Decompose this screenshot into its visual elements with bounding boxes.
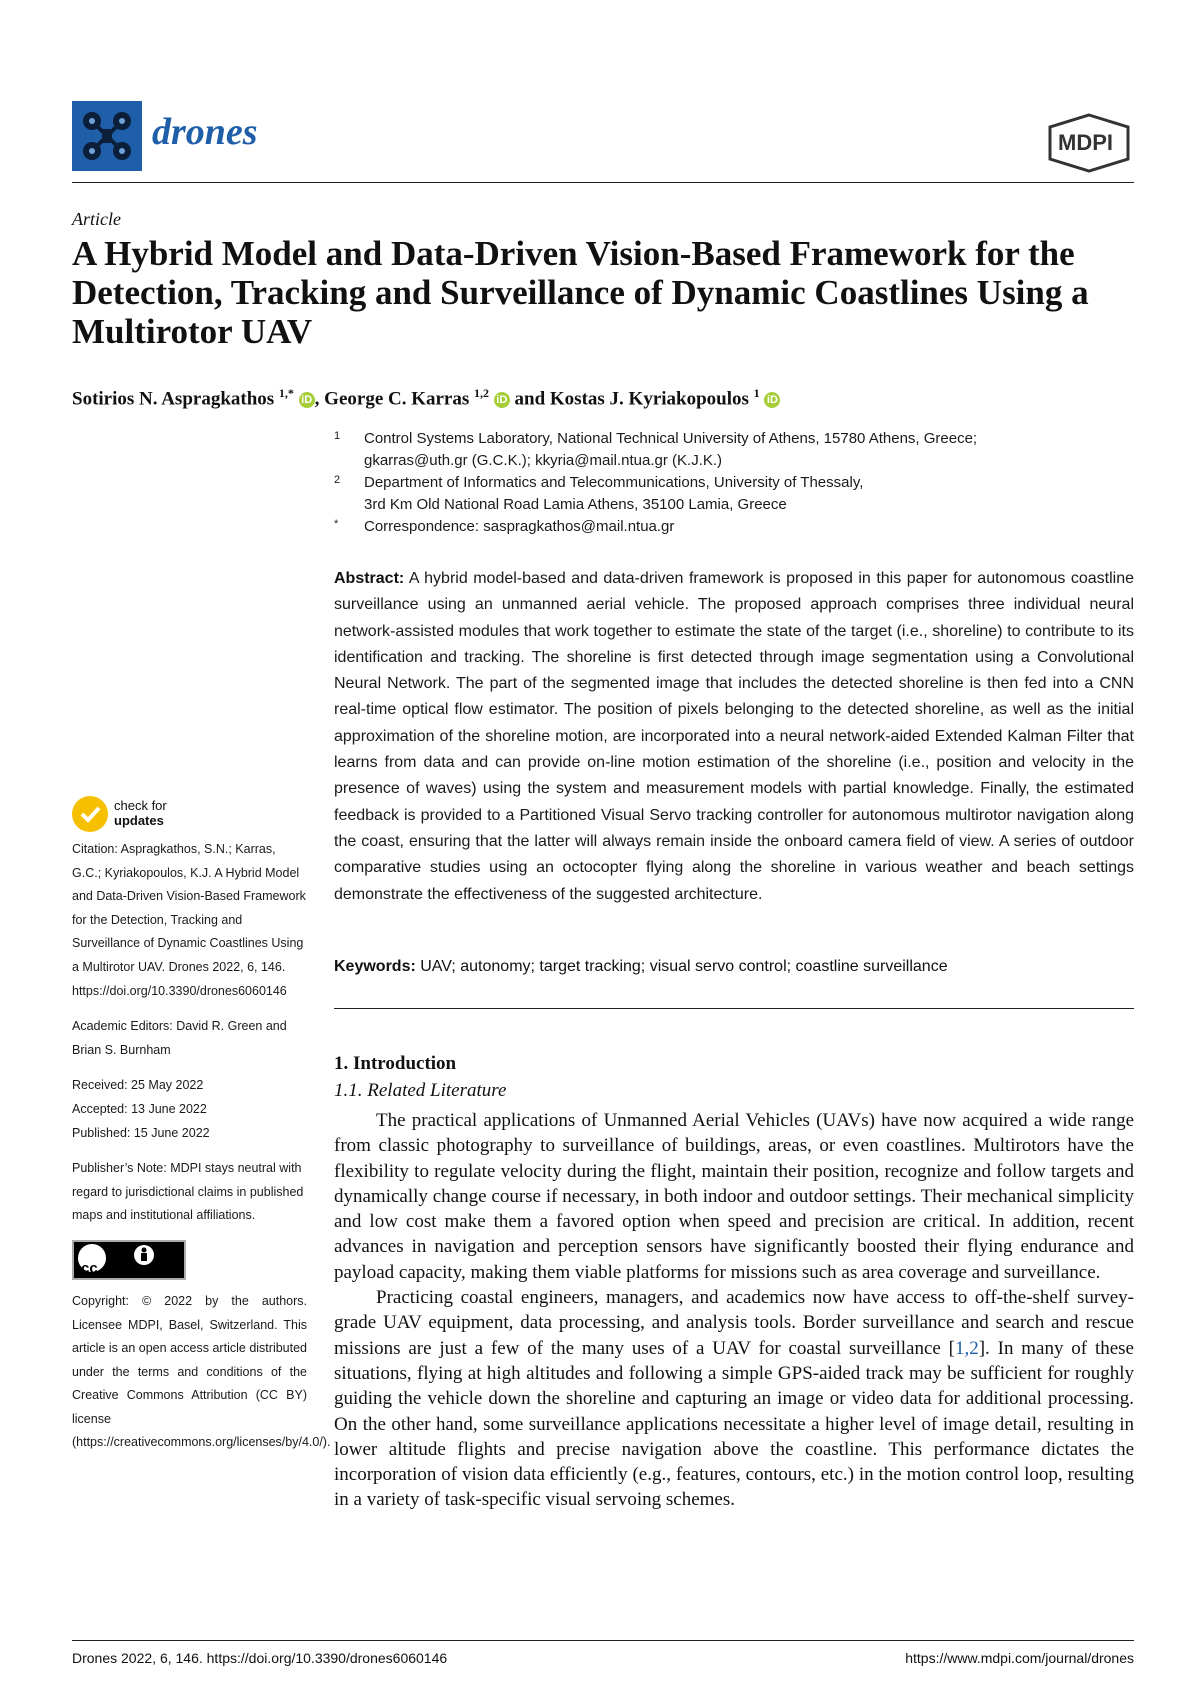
author-affil-sup: 1,2 [474,386,490,400]
paragraph-text: ]. In many of these situations, flying at high altitudes and following a simple GPS-aided track may be sufficient for roughly guiding the vehicle down the shoreline and capturing an image or video data for additional processing. On the other hand, some surveillance applications necessitate a higher level of image detail, resulting in lower altitude flights and precise navigation above the coastline. This performance dictates the incorporation of vision data efficiently (e.g., features, contours, etc.) in the motion control loop, resulting in a variety of task-specific visual servoing schemes. [334,1337,1134,1511]
body-text [334,1108,1134,1513]
affiliation-line: 3rd Km Old National Road Lamia Athens, 35100 Lamia, Greece [364,496,787,513]
check-updates-icon [72,796,108,832]
author-affil-sup: 1,* [278,386,294,400]
article-type: Article [72,209,121,229]
keywords-label: Keywords: [334,958,416,975]
affiliation-line: gkarras@uth.gr (G.C.K.); kkyria@mail.ntua.gr (K.J.K.) [364,452,723,469]
published-date: Published: 15 June 2022 [72,1125,210,1140]
affiliation-number: * [334,518,339,530]
affiliation-line: Department of Informatics and Telecommunications, University of Thessaly, [364,474,864,491]
abstract-text: A hybrid model-based and data-driven framework is proposed in this paper for autonomous coastline surveillance using an unmanned aerial vehicle. The proposed approach comprises three individual neural network-assisted modules that work together to estimate the state of the target (i.e., shoreline) to contribute to its identification and tracking. The shoreline is first detected through image segmentation using a Convolutional Neural Network. The part of the segmented image that includes the detected shoreline is then fed into a CNN real-time optical flow estimator. The position of pixels belonging to the detected shoreline, as well as the initial approximation of the shoreline motion, are incorporated into a neural network-aided Extended Kalman Filter that learns from data and can provide on-line motion estimation of the shoreline (i.e., position and velocity in the presence of waves) using the system and measurement models with partial knowledge. Finally, the estimated feedback is provided to a Partitioned Visual Servo tracking controller for autonomous multirotor navigation along the coast, ensuring that the latter will always remain inside the onboard camera field of view. A series of outdoor comparative studies using an octocopter flying along the shoreline in various weather and beach settings demonstrate the effectiveness of the suggested architecture. [334,570,1135,903]
orcid-icon[interactable]: iD [764,392,780,408]
check-updates-text [114,798,167,828]
footer-journal-link[interactable]: https://www.mdpi.com/journal/drones [905,1650,1134,1666]
citation: Citation: Aspragkathos, S.N.; Karras, G.C.; Kyriakopoulos, K.J. A Hybrid Model and Data-Driven Vision-Based Framework for the Detection, Tracking and Surveillance of Dynamic Coastlines Using a Multirotor UAV. Drones 2022, 6, 146. https://doi.org/10.3390/drones6060146 [72,842,306,998]
publisher-note: Publisher’s Note: MDPI stays neutral with regard to jurisdictional claims in published maps and institutional affiliations. [72,1161,304,1223]
academic-editors: Academic Editors: David R. Green and Brian S. Burnham [72,1019,287,1057]
abstract-label: Abstract: [334,570,405,587]
keywords [334,958,1134,976]
check-updates-line: check for [114,798,167,813]
affiliation-line: Control Systems Laboratory, National Technical University of Athens, 15780 Athens, Greece; [364,430,978,447]
author-separator: , [314,388,325,410]
article-title: A Hybrid Model and Data-Driven Vision-Based Framework for the Detection, Tracking and Surveillance of Dynamic Coastlines Using a Multirotor UAV [72,234,1089,351]
affiliation-item [334,472,1134,516]
author-name: George C. Karras [324,388,470,410]
keywords-rule [334,1008,1134,1009]
sidebar [72,838,331,1455]
received-date: Received: 25 May 2022 [72,1078,204,1093]
orcid-icon[interactable]: iD [494,392,510,408]
affiliation-line: Correspondence: saspragkathos@mail.ntua.gr [364,518,675,535]
check-for-updates-button[interactable] [72,796,232,836]
author-list [72,386,1142,410]
affiliation-item [334,516,1134,538]
footer-citation[interactable]: Drones 2022, 6, 146. https://doi.org/10.3390/drones6060146 [72,1650,448,1666]
subsection-heading: 1.1. Related Literature [334,1080,507,1101]
copyright-notice: Copyright: © 2022 by the authors. Licensee MDPI, Basel, Switzerland. This article is an open access article distributed under the terms and conditions of the Creative Commons Attribution (CC BY) license (https://creativecommons.org/licenses/by/4.0/). [72,1293,331,1450]
journal-name: drones [152,111,258,153]
mdpi-logo [1046,113,1132,173]
section-heading: 1. Introduction [334,1053,457,1074]
paragraph: The practical applications of Unmanned Aerial Vehicles (UAVs) have now acquired a wide range from classic photography to surveillance of buildings, areas, or even coastlines. Multirotors have the flexibility to regulate velocity during the flight, maintain their position, recognize and follow targets and dynamically change course if necessary, in both indoor and outdoor settings. Their mechanical simplicity and low cost make them a favored option when speed and precision are critical. In addition, recent advances in navigation and perception sensors have significantly boosted their flying endurance and payload capacity, making them viable platforms for missions such as area coverage and surveillance. [334,1110,1134,1283]
check-updates-line: updates [114,813,164,828]
journal-logo-icon [72,101,142,171]
by-label: BY [138,1281,151,1292]
header-rule [72,182,1134,183]
citation-link[interactable]: 1,2 [954,1337,979,1359]
affiliation-number: 1 [334,430,341,442]
abstract [334,566,1134,908]
affiliations [334,428,1134,538]
affiliation-item [334,428,1134,472]
cc-label: cc [81,1259,98,1277]
author-name: Kostas J. Kyriakopoulos [549,388,749,410]
orcid-icon[interactable]: iD [299,392,315,408]
paragraph-text: Practicing coastal engineers, managers, and academics now have access to off-the-shelf survey-grade UAV equipment, data processing, and analysis tools. Border surveillance and search and rescue missions are just a few of the many uses of a UAV for coastal surveillance [ [334,1287,1134,1359]
cc-by-license-icon[interactable] [72,1240,186,1292]
accepted-date: Accepted: 13 June 2022 [72,1101,207,1116]
affiliation-number: 2 [334,474,341,486]
publisher-name: MDPI [1058,130,1113,155]
author-separator: and [509,388,550,410]
author-name: Sotirios N. Aspragkathos [72,388,275,410]
keywords-text: UAV; autonomy; target tracking; visual servo control; coastline surveillance [420,958,948,975]
paragraph [334,1285,1134,1513]
footer-rule [72,1640,1134,1641]
author-affil-sup: 1 [753,386,760,400]
